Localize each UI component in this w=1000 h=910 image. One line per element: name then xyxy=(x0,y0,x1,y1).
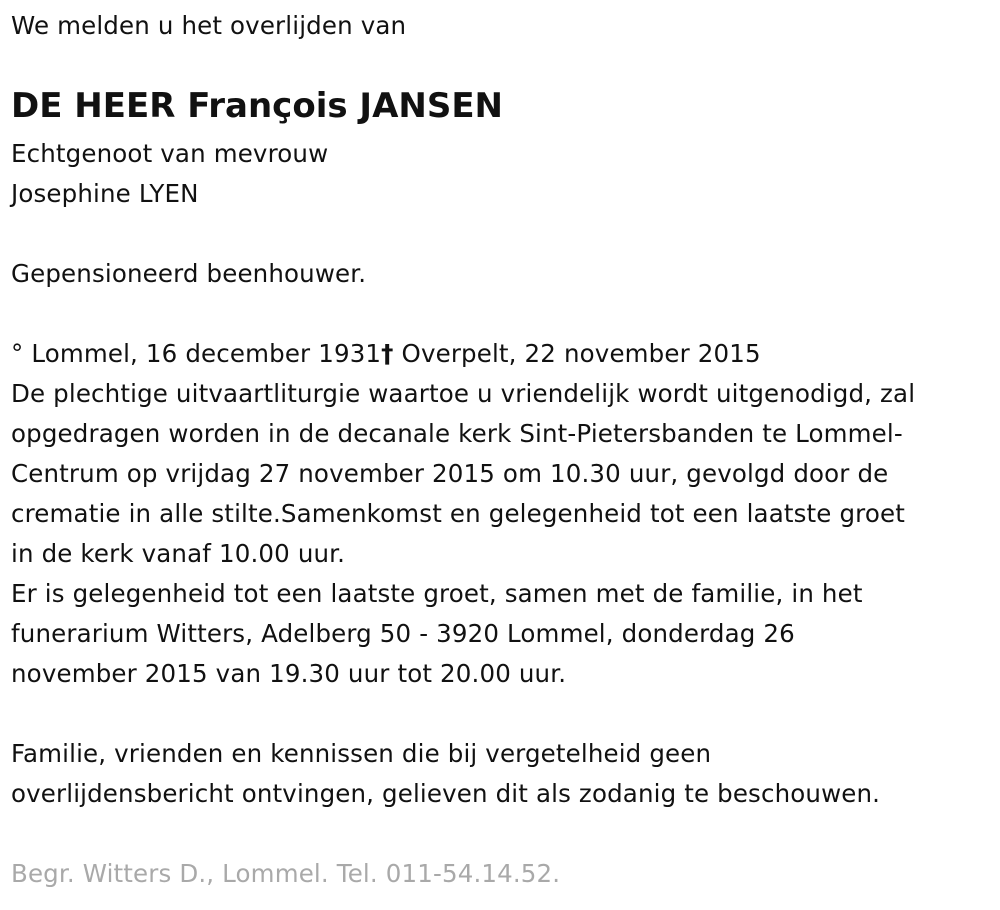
deceased-name: DE HEER François JANSEN xyxy=(11,86,504,126)
closing-line: Familie, vrienden en kennissen die bij vergetelheid geen xyxy=(11,739,712,768)
ceremony-line: opgedragen worden in de decanale kerk Sint-Pietersbanden te Lommel- xyxy=(11,419,903,448)
spouse-line-2: Josephine LYEN xyxy=(11,179,199,208)
funeral-home-footer: Begr. Witters D., Lommel. Tel. 011-54.14.52. xyxy=(11,859,561,888)
spacer xyxy=(11,694,996,734)
spouse-line-1: Echtgenoot van mevrouw xyxy=(11,139,329,168)
spacer xyxy=(11,294,996,334)
cross-icon: † xyxy=(381,339,394,368)
ceremony-line: november 2015 van 19.30 uur tot 20.00 uur. xyxy=(11,659,567,688)
birth-death-line xyxy=(11,334,996,374)
occupation: Gepensioneerd beenhouwer. xyxy=(11,259,367,288)
ceremony-line: in de kerk vanaf 10.00 uur. xyxy=(11,539,346,568)
death-notice xyxy=(11,0,996,894)
closing-line: overlijdensbericht ontvingen, gelieven dit als zodanig te beschouwen. xyxy=(11,779,881,808)
intro-text: We melden u het overlijden van xyxy=(11,11,407,40)
ceremony-line: De plechtige uitvaartliturgie waartoe u vriendelijk wordt uitgenodigd, zal xyxy=(11,379,916,408)
ceremony-line: crematie in alle stilte.Samenkomst en gelegenheid tot een laatste groet xyxy=(11,499,905,528)
ceremony-line: funerarium Witters, Adelberg 50 - 3920 Lommel, donderdag 26 xyxy=(11,619,795,648)
spacer xyxy=(11,814,996,854)
ceremony-line: Centrum op vrijdag 27 november 2015 om 10.30 uur, gevolgd door de xyxy=(11,459,889,488)
ceremony-line: Er is gelegenheid tot een laatste groet, samen met de familie, in het xyxy=(11,579,863,608)
spacer xyxy=(11,214,996,254)
death-text: Overpelt, 22 november 2015 xyxy=(393,339,761,368)
birth-text: ° Lommel, 16 december 1931 xyxy=(11,339,382,368)
